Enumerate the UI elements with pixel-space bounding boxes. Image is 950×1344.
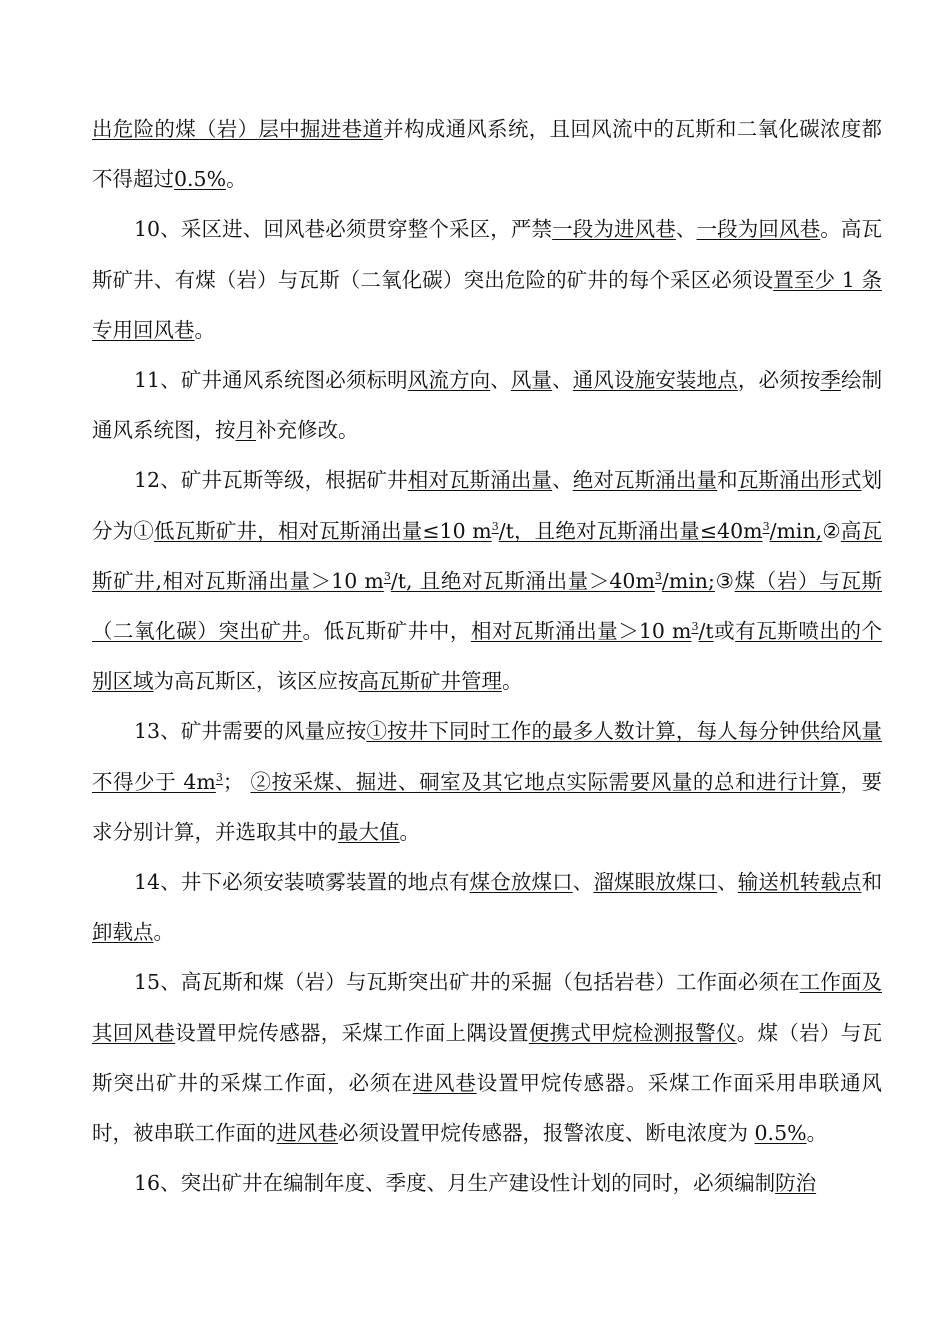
underlined-term: 瓦斯涌出形式 bbox=[737, 468, 862, 493]
text-run: 或 bbox=[713, 619, 736, 644]
text-run: 必须设置甲烷传感器，报警浓度、断电浓度为 bbox=[338, 1121, 755, 1146]
underlined-term: 防治 bbox=[775, 1171, 817, 1196]
text-run: 设置甲烷传感器。采煤工作面采用串联通风时，被串联工作面的 bbox=[92, 1070, 882, 1146]
text-run: 。高瓦斯矿井、有煤（岩）与瓦斯（二氧化碳）突出危险的矿井的每个采区必须设 bbox=[92, 217, 883, 292]
paragraph-p-15 bbox=[92, 957, 882, 1158]
text-run: 、 bbox=[572, 870, 594, 895]
text-run: 和 bbox=[717, 468, 738, 493]
text-run: 设置甲烷传感器，采煤工作面上隅设置 bbox=[175, 1020, 529, 1045]
underlined-term: /min, bbox=[769, 518, 823, 543]
underlined-term: 最大值 bbox=[338, 819, 400, 844]
underlined-term: 3 bbox=[383, 570, 391, 583]
underlined-term: 便携式甲烷检测报警仪 bbox=[528, 1020, 737, 1045]
text-run: 。 bbox=[806, 1121, 828, 1146]
underlined-term: 绝对瓦斯涌出量 bbox=[572, 468, 718, 493]
text-run: 10、采区进、回风巷必须贯穿整个采区，严禁 bbox=[134, 217, 553, 242]
underlined-term: 3 bbox=[691, 620, 699, 634]
text-run: 绘制通风系统图，按 bbox=[92, 368, 883, 443]
text-run: 划分为① bbox=[92, 468, 883, 543]
text-run: ② bbox=[822, 518, 841, 543]
text-run: ； bbox=[222, 769, 251, 794]
text-run: 16、突出矿井在编制年度、季度、月生产建设性计划的同时，必须编制 bbox=[134, 1171, 776, 1196]
underlined-term: 0.5% bbox=[174, 167, 227, 192]
text-run: 、 bbox=[490, 368, 511, 393]
underlined-term: /t, 且绝对瓦斯涌出量＞40m bbox=[390, 568, 655, 593]
underlined-term: 3 bbox=[491, 519, 499, 533]
text-run: 、 bbox=[675, 217, 697, 242]
paragraph-p-12 bbox=[92, 455, 882, 706]
text-run: 、 bbox=[552, 368, 573, 393]
underlined-term: /min; bbox=[661, 568, 715, 593]
underlined-term: 风量 bbox=[510, 368, 553, 393]
underlined-term: 相对瓦斯涌出量 bbox=[407, 468, 553, 493]
paragraph-p-cont bbox=[92, 104, 882, 204]
text-run: 。 bbox=[194, 317, 215, 342]
text-run: 。 bbox=[226, 167, 247, 192]
underlined-term: 卸载点 bbox=[92, 920, 154, 945]
underlined-term: 出危险的煤（岩）层中掘进巷道 bbox=[92, 117, 384, 141]
underlined-term: 相对瓦斯涌出量＞10 m bbox=[470, 619, 692, 644]
underlined-term: 煤仓放煤口 bbox=[469, 870, 573, 895]
paragraph-p-16 bbox=[92, 1158, 882, 1208]
underlined-term: 一段为进风巷 bbox=[552, 217, 676, 242]
paragraph-p-11 bbox=[92, 355, 882, 455]
underlined-term: 通风设施安装地点 bbox=[572, 368, 738, 393]
underlined-term: ①按井下同时工作的最多人数计算，每人每分钟供给风量不得少于 4m bbox=[92, 719, 883, 794]
underlined-term: 月 bbox=[235, 418, 256, 443]
text-run: 补充修改。 bbox=[256, 418, 359, 443]
text-run: 12、矿井瓦斯等级，根据矿井 bbox=[134, 468, 408, 493]
underlined-term: /t bbox=[698, 619, 714, 644]
text-run: 、 bbox=[717, 870, 738, 895]
text-run: 13、矿井需要的风量应按 bbox=[134, 719, 367, 744]
document-body bbox=[92, 104, 882, 1208]
text-run: ，要求分别计算，并选取其中的 bbox=[92, 769, 883, 844]
underlined-term: 溜煤眼放煤口 bbox=[593, 870, 718, 895]
paragraph-p-14 bbox=[92, 857, 882, 957]
underlined-term: 高瓦斯矿井管理 bbox=[358, 669, 502, 694]
text-run: 为高瓦斯区，该区应按 bbox=[153, 669, 359, 694]
paragraph-p-10 bbox=[92, 204, 882, 355]
underlined-term: 季 bbox=[820, 368, 841, 393]
underlined-term: 置至少 1 条专用回风巷 bbox=[92, 267, 883, 342]
underlined-term: 输送机转载点 bbox=[737, 870, 862, 895]
underlined-term: 3 bbox=[215, 770, 223, 784]
text-run: 。低瓦斯矿井中， bbox=[302, 619, 471, 644]
underlined-term: /t，且绝对瓦斯涌出量≤40m bbox=[498, 518, 763, 543]
text-run: 。 bbox=[399, 819, 420, 844]
text-run: 。 bbox=[502, 669, 523, 694]
underlined-term: 工作面及其回风巷 bbox=[92, 970, 883, 1045]
underlined-term: 进风巷 bbox=[276, 1121, 338, 1146]
text-run: 。煤（岩）与瓦斯突出矿井的采煤工作面，必须在 bbox=[92, 1020, 883, 1095]
paragraph-p-13 bbox=[92, 706, 882, 857]
text-run: 14、井下必须安装喷雾装置的地点有 bbox=[134, 870, 470, 895]
underlined-term: 煤（岩）与瓦斯（二氧化碳）突出矿井 bbox=[92, 568, 883, 644]
text-run: 15、高瓦斯和煤（岩）与瓦斯突出矿井的采掘（包括岩巷）工作面必须在 bbox=[134, 970, 800, 995]
text-run: 11、矿井通风系统图必须标明 bbox=[134, 368, 408, 393]
text-run: 和 bbox=[861, 870, 883, 895]
underlined-term: 低瓦斯矿井，相对瓦斯涌出量≤10 m bbox=[153, 518, 492, 543]
text-run: 并构成通风系统，且回风流中的瓦斯和二氧化碳浓度都不得超过 bbox=[92, 117, 883, 192]
text-run: 。 bbox=[153, 920, 174, 945]
underlined-term: 进风巷 bbox=[412, 1070, 477, 1095]
text-run: ③ bbox=[714, 568, 735, 593]
underlined-term: 风流方向 bbox=[407, 368, 491, 393]
underlined-term: 3 bbox=[654, 570, 662, 583]
underlined-term: 0.5% bbox=[754, 1121, 807, 1146]
text-run: ，必须按 bbox=[737, 368, 821, 393]
underlined-term: ②按采煤、掘进、硐室及其它地点实际需要风量的总和进行计算 bbox=[250, 769, 841, 794]
text-run: 、 bbox=[552, 468, 573, 493]
underlined-term: 高瓦斯矿井,相对瓦斯涌出量＞10 m bbox=[92, 518, 883, 593]
underlined-term: 有瓦斯喷出的个别区域 bbox=[92, 619, 883, 694]
underlined-term: 3 bbox=[762, 519, 770, 533]
underlined-term: 一段为回风巷 bbox=[696, 217, 821, 242]
